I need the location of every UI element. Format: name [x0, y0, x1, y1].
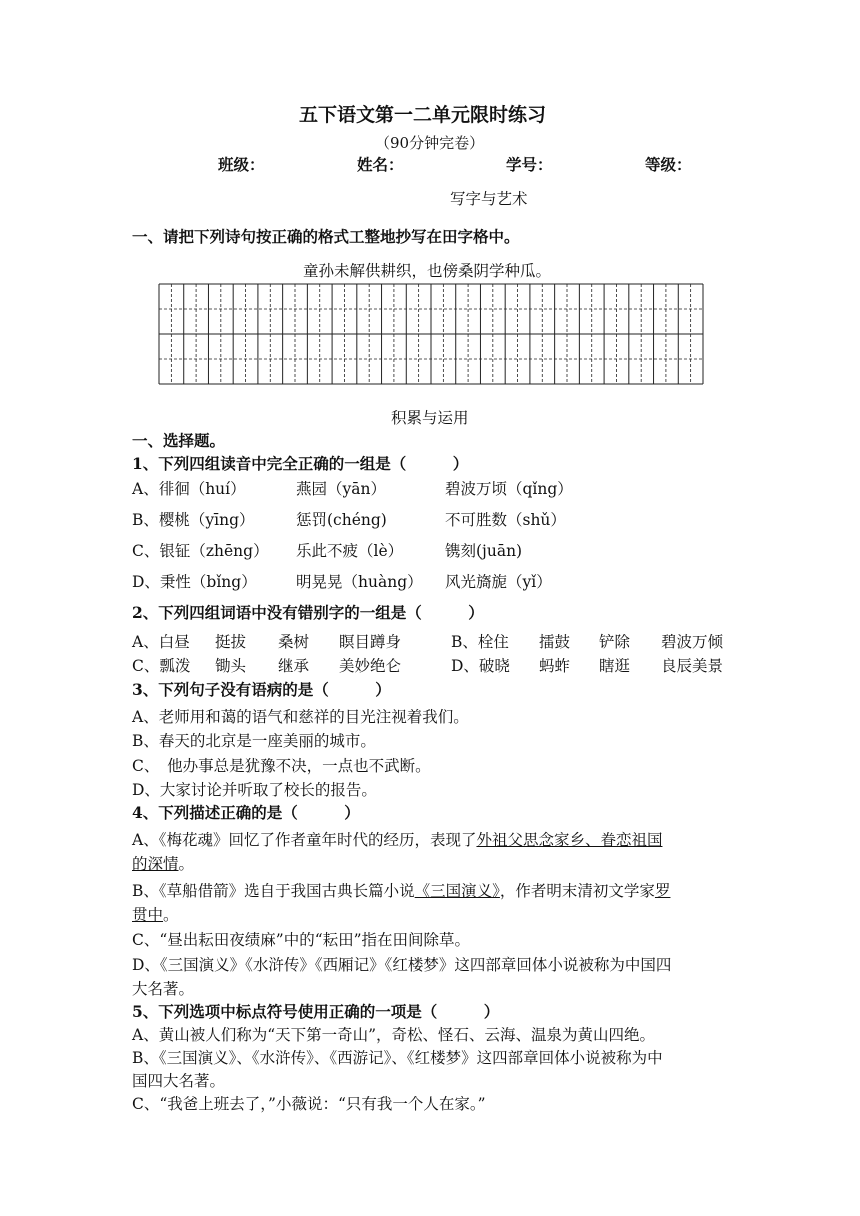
q5-option-b-line1: B、《三国演义》、《水浒传》、《西游记》、《红楼梦》这四部章回体小说被称为中	[132, 1049, 663, 1067]
q2-c-2: 锄头	[215, 657, 247, 675]
q4-a-underlined: 外祖父思念家乡、眷恋祖国	[476, 831, 663, 849]
q2-c-4: 美妙绝仑	[339, 657, 402, 675]
section-heading-writing: 写字与艺术	[450, 190, 528, 208]
q1-option-d: D、秉性（bǐng）	[132, 573, 257, 591]
field-class: 班级：	[218, 155, 265, 174]
question-copy-poem: 一、请把下列诗句按正确的格式工整地抄写在田字格中。	[132, 227, 520, 246]
q2-a-4: 瞑目蹲身	[339, 633, 402, 651]
q4-a-period: 。	[178, 855, 195, 873]
q2-d-2: 蚂蚱	[539, 657, 571, 675]
q5-option-b-line2: 国四大名著。	[132, 1072, 226, 1090]
q2-stem: 2、下列四组词语中没有错别字的一组是（ ）	[132, 603, 484, 622]
q2-a-3: 桑树	[278, 633, 310, 651]
q3-option-a: A、老师用和蔼的语气和慈祥的目光注视着我们。	[132, 708, 469, 726]
q3-option-c: C、 他办事总是犹豫不决，一点也不武断。	[132, 757, 431, 775]
q2-a-1: A、白昼	[132, 633, 190, 651]
q4-b-text: B、《草船借箭》选自于我国古典长篇小说	[132, 882, 415, 900]
part-choice-questions: 一、选择题。	[132, 431, 226, 450]
field-name: 姓名：	[357, 155, 404, 174]
q4-b-period: 。	[163, 906, 179, 924]
field-student-number: 学号：	[506, 155, 553, 174]
q1-option-c-word3: 镌刻(juān)	[445, 542, 523, 560]
q2-b-1: B、栓住	[451, 633, 509, 651]
q4-a-text: A、《梅花魂》回忆了作者童年时代的经历，表现了	[132, 831, 477, 849]
q1-option-b: B、樱桃（yīng）	[132, 511, 255, 529]
page-title: 五下语文第一二单元限时练习	[299, 104, 547, 126]
q4-option-a-line1	[132, 830, 662, 850]
q4-option-b-line1	[132, 881, 670, 901]
q4-option-c: C、“昼出耘田夜绩麻”中的“耘田”指在田间除草。	[132, 931, 471, 949]
q1-option-c: C、银钲（zhēng）	[132, 542, 269, 560]
tianzige-grid	[158, 283, 704, 385]
q4-option-d-line1: D、《三国演义》《水浒传》《西厢记》《红楼梦》这四部章回体小说被称为中国四	[132, 956, 672, 974]
q2-b-4: 碧波万倾	[661, 633, 724, 651]
q4-option-d-line2: 大名著。	[132, 980, 195, 998]
field-grade: 等级：	[645, 155, 692, 174]
q4-b-author-start: 罗	[654, 882, 671, 900]
q1-option-a-word3: 碧波万顷（qǐng）	[445, 480, 573, 498]
q2-c-1: C、瓢泼	[132, 657, 191, 675]
q1-option-a: A、徘徊（huí）	[132, 480, 246, 498]
q2-d-1: D、破晓	[451, 657, 510, 675]
q1-stem: 1、下列四组读音中完全正确的一组是（ ）	[132, 454, 469, 473]
q3-option-b: B、春天的北京是一座美丽的城市。	[132, 732, 376, 750]
q5-option-c: C、“我爸上班去了，”小薇说：“只有我一个人在家。”	[132, 1095, 486, 1113]
section-heading-accumulation: 积累与运用	[391, 409, 469, 427]
q4-option-a-line2	[132, 854, 194, 874]
q4-b-book-title: 《三国演义》	[414, 882, 500, 900]
q4-b-author-end: 贯中	[132, 906, 164, 924]
q1-option-d-word2: 明晃晃（huàng）	[296, 573, 423, 591]
q1-option-a-word2: 燕园（yān）	[296, 480, 386, 498]
q4-b-text2: ，作者明末清初文学家	[499, 882, 655, 900]
q5-stem: 5、下列选项中标点符号使用正确的一项是（ ）	[132, 1002, 500, 1021]
q2-b-3: 铲除	[599, 633, 631, 651]
q4-a-underlined-end: 的深情	[132, 855, 179, 873]
q4-stem: 4、下列描述正确的是（ ）	[132, 803, 360, 822]
q1-option-d-word3: 风光旖旎（yǐ）	[445, 573, 552, 591]
q5-option-a: A、黄山被人们称为“天下第一奇山”，奇松、怪石、云海、温泉为黄山四绝。	[132, 1026, 656, 1044]
q2-a-2: 挺拔	[215, 633, 247, 651]
q1-option-b-word2: 惩罚(chéng)	[296, 511, 387, 529]
q2-b-2: 擂鼓	[539, 633, 571, 651]
q3-option-d: D、大家讨论并听取了校长的报告。	[132, 781, 377, 799]
q2-c-3: 继承	[278, 657, 310, 675]
q1-option-c-word2: 乐此不疲（lè）	[296, 542, 404, 560]
poem-line: 童孙未解供耕织，也傍桑阴学种瓜。	[303, 262, 552, 280]
q4-option-b-line2	[132, 905, 179, 925]
time-limit-subtitle: （90分钟完卷）	[375, 134, 485, 152]
q2-d-4: 良辰美景	[661, 657, 724, 675]
q1-option-b-word3: 不可胜数（shǔ）	[445, 511, 566, 529]
q2-d-3: 瞎逛	[599, 657, 631, 675]
q3-stem: 3、下列句子没有语病的是（ ）	[132, 680, 391, 699]
